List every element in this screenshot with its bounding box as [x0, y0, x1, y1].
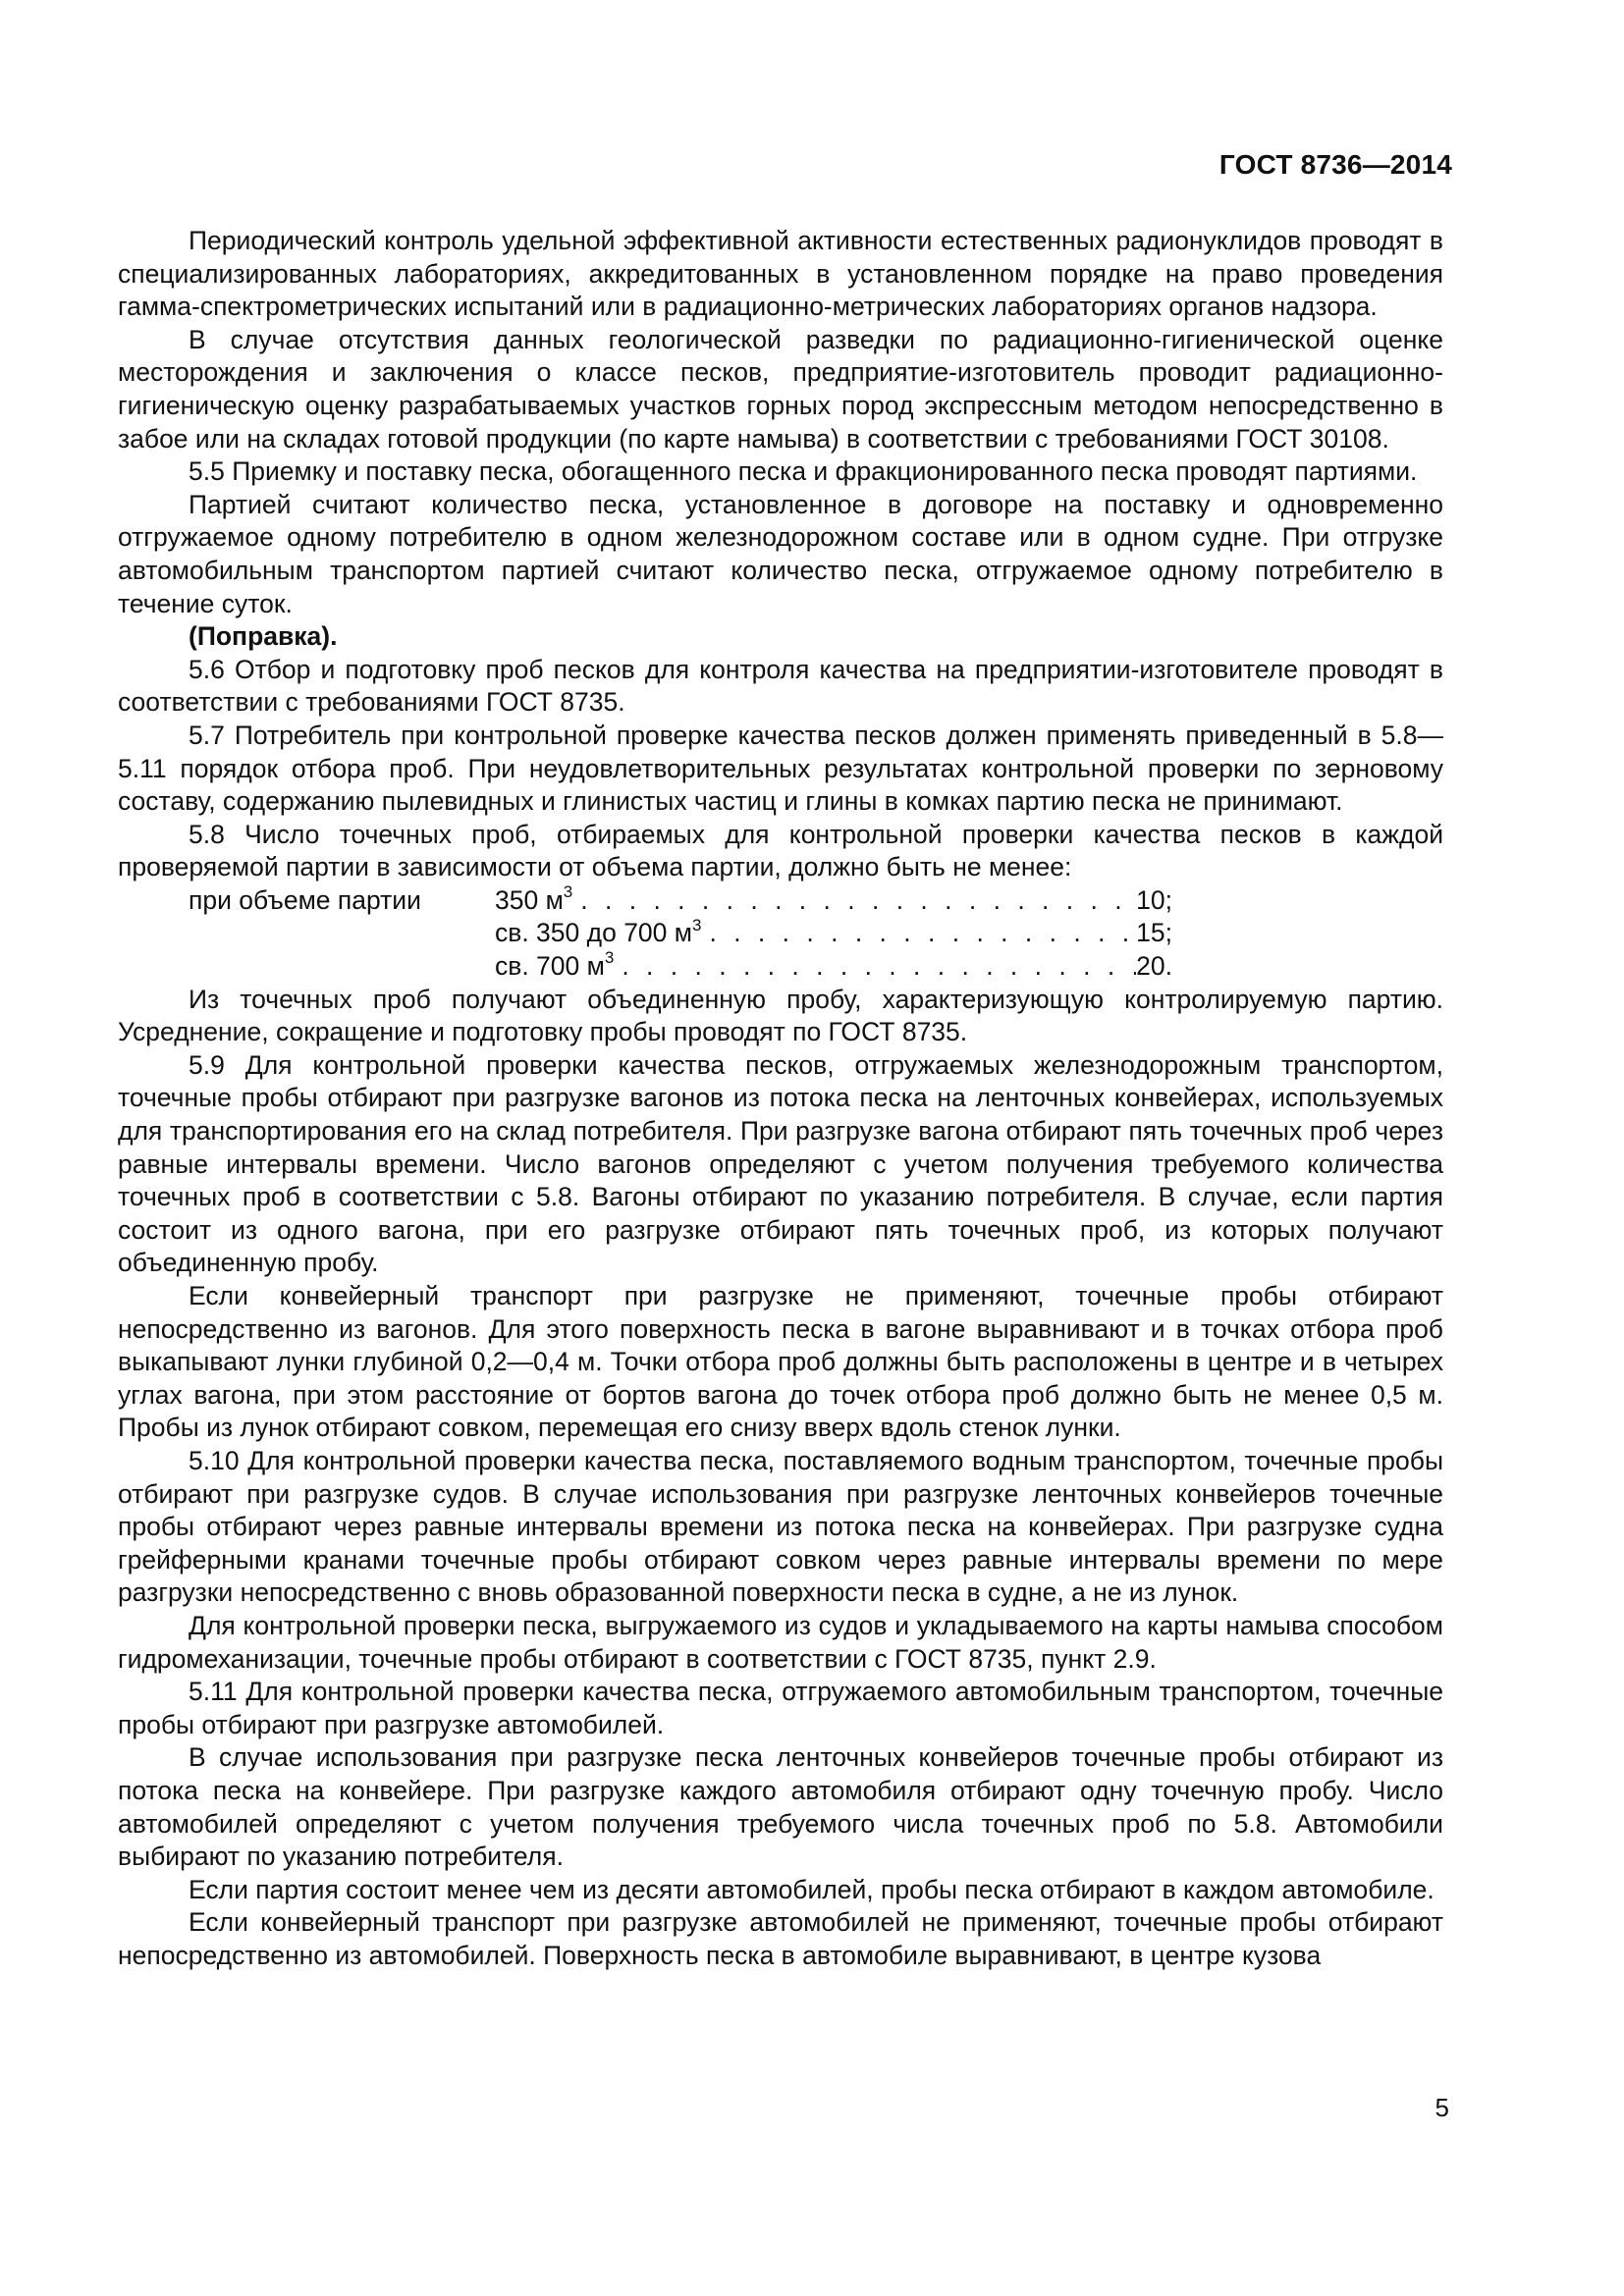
unit-power: 3 [692, 917, 702, 934]
list-item [118, 917, 1172, 950]
amendment-note: (Поправка). [189, 621, 338, 652]
paragraph: 5.7 Потребитель при контрольной проверке качества песков должен применять приведенный в 5.8—5.11 порядок отбора проб. При неудовлетворительных результатах контрольной проверки по зерновому составу, содержанию пылевидных и глинистых частиц и глины в комках партию песка не принимают. [118, 720, 1443, 817]
sample-count: 20. [1136, 951, 1172, 982]
sample-count: 15; [1136, 918, 1172, 948]
sample-count: 10; [1136, 884, 1172, 915]
leader-dots [701, 917, 1136, 950]
volume-range: 350 $м^3$ [495, 883, 573, 915]
paragraph: 5.8 Число точечных проб, отбираемых для контрольной проверки качества песков в каждой проверяемой партии в зависимости от объема партии, должно быть не менее: [118, 819, 1443, 882]
leader-dots [614, 950, 1136, 984]
paragraph: 5.10 Для контрольной проверки качества песка, поставляемого водным транспортом, точечные пробы отбирают при разгрузке судов. В случае использования при разгрузке ленточных конвейеров точечные пробы отбирают через равные интервалы времени из потока песка на конвейерах. При разгрузке судна грейферными кранами точечные пробы отбирают совком через равные интервалы времени по мере разгрузки непосредственно с вновь образованной поверхности песка в судне, а не из лунок. [118, 1445, 1443, 1608]
paragraph: Если конвейерный транспорт при разгрузке не применяют, точечные пробы отбирают непосредственно из вагонов. Для этого поверхность песка в вагоне выравнивают и в точках отбора проб выкапывают лунки глубиной 0,2—0,4 м. Точки отбора проб должны быть расположены в центре и в четырех углах вагона, при этом расстояние от бортов вагона до точек отбора проб должно быть не менее 0,5 м. Пробы из лунок отбирают совком, перемещая его снизу вверх вдоль стенок лунки. [118, 1281, 1443, 1443]
volume-range: св. 350 до 700 $м^3$ [495, 917, 702, 948]
volume-range: св. 700 $м^3$ [495, 950, 615, 982]
list-item [118, 950, 1172, 984]
unit-power: 3 [563, 883, 573, 902]
paragraph: 5.5 Приемку и поставку песка, обогащенного песка и фракционированного песка проводят партиями. [189, 456, 1418, 487]
paragraph: Если партия состоит менее чем из десяти автомобилей, пробы песка отбирают в каждом автомобиле. [189, 1874, 1435, 1904]
paragraph: 5.6 Отбор и подготовку проб песков для контроля качества на предприятии-изготовителе проводят в соответствии с требованиями ГОСТ 8735. [118, 654, 1443, 718]
list-item [118, 884, 1172, 918]
paragraph: Для контрольной проверки песка, выгружаемого из судов и укладываемого на карты намыва способом гидромеханизации, точечные пробы отбирают в соответствии с ГОСТ 8735, пункт 2.9. [118, 1610, 1443, 1674]
paragraph: В случае использования при разгрузке песка ленточных конвейеров точечные пробы отбирают из потока песка на конвейере. При разгрузке каждого автомобиля отбирают одну точечную пробу. Число автомобилей определяют с учетом получения требуемого числа точечных проб по 5.8. Автомобили выбирают по указанию потребителя. [118, 1742, 1443, 1872]
paragraph: 5.9 Для контрольной проверки качества песков, отгружаемых железнодорожным транспортом, точечные пробы отбирают при разгрузке вагонов из потока песка на ленточных конвейерах, используемых для транспортирования его на склад потребителя. При разгрузке вагона отбирают пять точечных проб через равные интервалы времени. Число вагонов определяют с учетом получения требуемого количества точечных проб в соответствии с 5.8. Вагоны отбирают по указанию потребителя. В случае, если партия состоит из одного вагона, при его разгрузке отбирают пять точечных проб, из которых получают объединенную пробу. [118, 1049, 1443, 1278]
paragraph: Если конвейерный транспорт при разгрузке автомобилей не применяют, точечные пробы отбирают непосредственно из автомобилей. Поверхность песка в автомобиле выравнивают, в центре кузова [118, 1907, 1443, 1970]
paragraph: Периодический контроль удельной эффективной активности естественных радионуклидов проводят в специализированных лабораториях, аккредитованных в установленном порядке на право проведения гамма-спектрометрических испытаний или в радиационно-метрических лабораториях органов надзора. [118, 226, 1443, 322]
sample-count-list [118, 884, 1443, 984]
standard-header: ГОСТ 8736—2014 [1218, 149, 1452, 180]
paragraph: Из точечных проб получают объединенную пробу, характеризующую контролируемую партию. Усреднение, сокращение и подготовку пробы проводят по ГОСТ 8735. [118, 984, 1443, 1047]
paragraph: Партией считают количество песка, установленное в договоре на поставку и одновременно отгружаемое одному потребителю в одном железнодорожном составе или в одном судне. При отгрузке автомобильным транспортом партией считают количество песка, отгружаемое одному потребителю в течение суток. [118, 489, 1443, 618]
volume-prefix: при объеме партии [189, 884, 421, 915]
page-number: 5 [1435, 2093, 1449, 2122]
unit-power: 3 [604, 950, 615, 968]
document-body [118, 225, 1443, 1972]
paragraph: В случае отсутствия данных геологической разведки по радиационно-гигиенической оценке месторождения и заключения о классе песков, предприятие-изготовитель проводит радиационно-гигиеническую оценку разрабатываемых участков горных пород экспрессным методом непосредственно в забое или на складах готовой продукции (по карте намыва) в соответствии с требованиями ГОСТ 30108. [118, 324, 1443, 454]
paragraph: 5.11 Для контрольной проверки качества песка, отгружаемого автомобильным транспортом, точечные пробы отбирают при разгрузке автомобилей. [118, 1677, 1443, 1739]
leader-dots [572, 884, 1136, 918]
